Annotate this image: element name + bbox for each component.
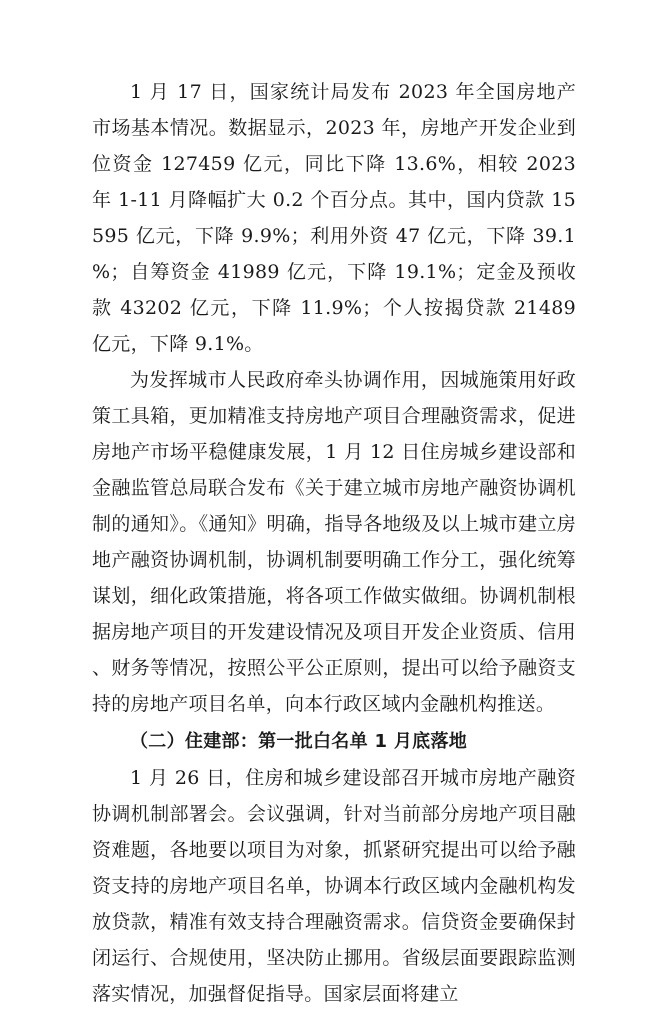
paragraph-funding-statistics: 1 月 17 日，国家统计局发布 2023 年全国房地产市场基本情况。数据显示，2023 年，房地产开发企业到位资金 127459 亿元，同比下降 13.6%，相较 2023 年 1-11 月降幅扩大 0.2 个百分点。其中，国内贷款 15595 亿元，下降 9.9%；利用外资 47 亿元，下降 39.1%；自筹资金 41989 亿元，下降 19.1%；定金及预收款 43202 亿元，下降 11.9%；个人按揭贷款 21489 亿元，下降 9.1%。 <box>92 81 576 355</box>
section-heading: （二）住建部：第一批白名单 1 月底落地 <box>130 731 468 752</box>
paragraph-financing-coordination-mechanism: 为发挥城市人民政府牵头协调作用，因城施策用好政策工具箱，更加精准支持房地产项目合理融资需求，促进房地产市场平稳健康发展，1 月 12 日住房城乡建设部和金融监管总局联合发布《关于建立城市房地产融资协调机制的通知》。《通知》明确，指导各地级及以上城市建立房地产融资协调机制，协调机制要明确工作分工，强化统筹谋划，细化政策措施，将各项工作做实做细。协调机制根据房地产项目的开发建设情况及项目开发企业资质、信用、财务等情况，按照公平公正原则，提出可以给予融资支持的房地产项目名单，向本行政区域内金融机构推送。 <box>92 369 576 715</box>
paragraph-deployment-meeting: 1 月 26 日，住房和城乡建设部召开城市房地产融资协调机制部署会。会议强调，针对当前部分房地产项目融资难题，各地要以项目为对象，抓紧研究提出可以给予融资支持的房地产项目名单，协调本行政区域内金融机构发放贷款，精准有效支持合理融资需求。信贷资金要确保封闭运行、合规使用，坚决防止挪用。省级层面要跟踪监测落实情况，加强督促指导。国家层面将建立 <box>92 767 576 1005</box>
document-body <box>92 74 576 1012</box>
